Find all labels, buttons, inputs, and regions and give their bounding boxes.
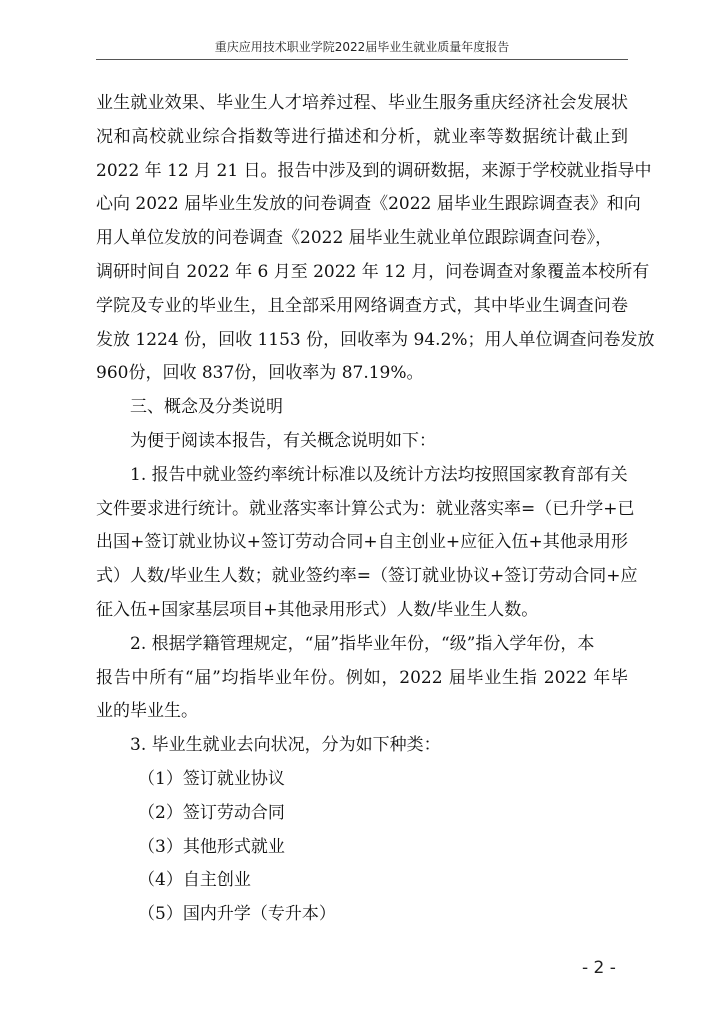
list-item: （5）国内升学（专升本） [138,904,336,925]
paragraph-line: 为便于阅读本报告，有关概念说明如下： [130,430,436,451]
paragraph-line: 心向 2022 届毕业生发放的问卷调查《2022 届毕业生跟踪调查表》和向 [96,194,641,215]
list-item: （2）签订劳动合同 [138,802,285,823]
list-item: （1）签订就业协议 [138,768,285,789]
paragraph-line: 业的毕业生。 [96,701,198,722]
paragraph-line: 2. 根据学籍管理规定，“届”指毕业年份，“级”指入学年份，本 [130,633,595,654]
paragraph-line: 1. 报告中就业签约率统计标准以及统计方法均按照国家教育部有关 [130,464,628,485]
paragraph-line: 出国+签订就业协议+签订劳动合同+自主创业+应征入伍+其他录用形 [96,532,628,553]
paragraph-line: 文件要求进行统计。就业落实率计算公式为：就业落实率=（已升学+已 [96,498,635,519]
paragraph-line: 报告中所有“届”均指毕业年份。例如，2022 届毕业生指 2022 年毕 [96,667,628,688]
paragraph-line: 3. 毕业生就业去向状况，分为如下种类： [130,735,441,756]
list-item: （3）其他形式就业 [138,836,285,857]
paragraph-line: 960份，回收 837份，回收率为 87.19%。 [96,363,424,384]
paragraph-line: 2022 年 12 月 21 日。报告中涉及到的调研数据，来源于学校就业指导中 [96,160,652,181]
paragraph-line: 况和高校就业综合指数等进行描述和分析，就业率等数据统计截止到 [96,126,628,147]
paragraph-line: 发放 1224 份，回收 1153 份，回收率为 94.2%；用人单位调查问卷发放 [96,329,655,350]
paragraph-line: 学院及专业的毕业生，且全部采用网络调查方式，其中毕业生调查问卷 [96,295,628,316]
page-number: - 2 - [582,958,616,978]
section-heading: 三、概念及分类说明 [130,397,283,418]
body-text [96,87,655,932]
paragraph-line: 式）人数/毕业生人数；就业签约率=（签订就业协议+签订劳动合同+应 [96,566,638,587]
header-rule [96,59,628,60]
paragraph-line: 调研时间自 2022 年 6 月至 2022 年 12 月，问卷调查对象覆盖本校所有 [96,261,650,282]
paragraph-line: 业生就业效果、毕业生人才培养过程、毕业生服务重庆经济社会发展状 [96,93,628,113]
paragraph-line: 征入伍+国家基层项目+其他录用形式）人数/毕业生人数。 [96,599,539,620]
list-item: （4）自主创业 [138,870,251,891]
page-header: 重庆应用技术职业学院2022届毕业生就业质量年度报告 [214,40,510,54]
paragraph-line: 用人单位发放的问卷调查《2022 届毕业生就业单位跟踪调查问卷》， [96,228,613,249]
